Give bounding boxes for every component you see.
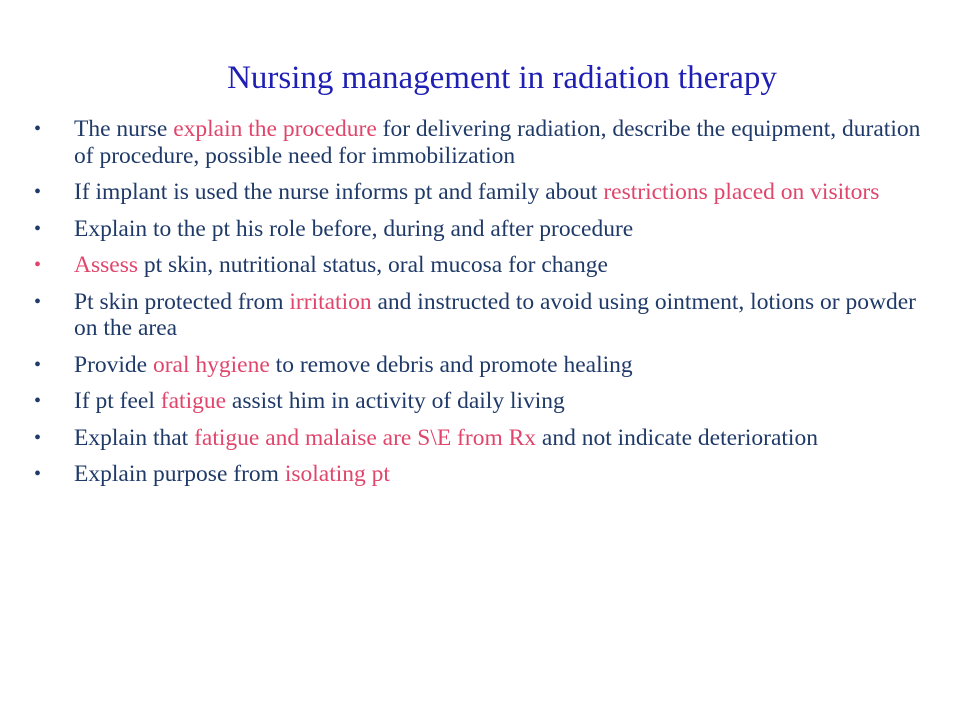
bullet-item: [34, 352, 934, 379]
bullet-marker: •: [34, 463, 42, 485]
highlighted-text: oral hygiene: [152, 351, 270, 378]
bullet-marker: •: [34, 353, 42, 376]
highlighted-text: irritation: [289, 288, 372, 315]
bullet-text: Explain to the pt his role before, during and after procedure: [74, 215, 634, 242]
bullet-marker: •: [34, 290, 42, 313]
bullet-item: [34, 179, 934, 206]
bullet-text: Explain purpose from: [74, 461, 285, 487]
highlighted-text: fatigue and malaise are S\E from Rx: [194, 424, 537, 451]
highlighted-text: restrictions placed on visitors: [603, 179, 880, 205]
bullet-marker: •: [34, 254, 42, 276]
highlighted-text: Assess: [74, 252, 138, 278]
highlighted-text: isolating pt: [284, 461, 390, 487]
bullet-text: assist him in activity of daily living: [226, 388, 565, 414]
bullet-item: [34, 252, 934, 279]
bullet-marker: •: [34, 181, 42, 203]
bullet-list: [34, 116, 934, 498]
bullet-text: If pt feel: [74, 388, 161, 414]
bullet-text: and not indicate deterioration: [536, 424, 818, 451]
bullet-text: Pt skin protected from: [74, 288, 290, 315]
bullet-marker: •: [34, 217, 42, 240]
highlighted-text: explain the procedure: [173, 116, 377, 142]
bullet-marker: •: [34, 426, 42, 449]
highlighted-text: fatigue: [160, 388, 227, 414]
slide-title: Nursing management in radiation therapy: [227, 60, 777, 96]
bullet-item: [34, 289, 934, 342]
bullet-item: [34, 116, 934, 169]
bullet-marker: •: [34, 390, 42, 412]
bullet-item: [34, 388, 934, 415]
bullet-text: The nurse: [74, 116, 174, 142]
bullet-marker: •: [34, 118, 42, 140]
bullet-text: to remove debris and promote healing: [269, 351, 633, 378]
bullet-item: [34, 425, 934, 452]
bullet-text: If implant is used the nurse informs pt and family about: [74, 179, 604, 205]
bullet-item: [34, 216, 934, 243]
bullet-text: Explain that: [74, 424, 195, 451]
bullet-text: pt skin, nutritional status, oral mucosa for change: [137, 252, 608, 278]
bullet-text: for delivering radiation, describe the equipment, duration of procedure, possible need for immobilization: [74, 116, 921, 169]
bullet-text: Provide: [74, 351, 153, 378]
bullet-text: and instructed to avoid using ointment, lotions or powder on the area: [74, 288, 916, 341]
bullet-item: [34, 461, 934, 488]
